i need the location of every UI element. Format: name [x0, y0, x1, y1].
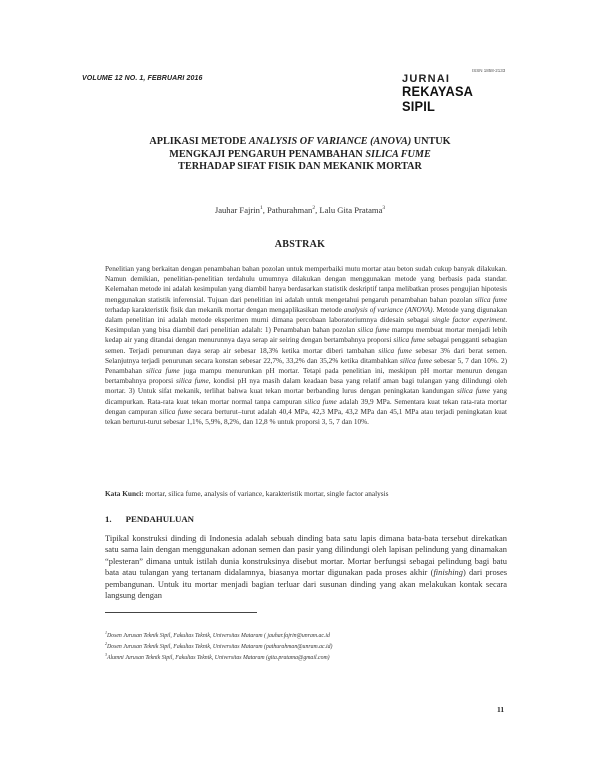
footnote-divider [105, 612, 257, 613]
footnote-3: $^3$Alumni Jurusan Teknik Sipil, Fakultas Teknik, Universitas Mataram (gita.pratama@gmail.com) [105, 652, 330, 662]
abstract-body: Penelitian yang berkaitan dengan penambahan bahan pozolan untuk memperbaiki mutu mortar atau beton sudah cukup banyak dilakukan. Namun demikian, penelitian-penelitian terdahulu umumnya dilakukan dengan menggunakan metode yang berbasis pada standar. Kelemahan metode ini adalah kesimpulan yang diambil hanya berdasarkan statistik deskriptif tanpa melibatkan proses pengujian hipotesis menggunakan statistik inferensial. Tujuan dari penelitian ini adalah untuk mengetahui pengaruh penambahan bahan pozolan silica fume terhadap karakteristik fisik dan mekanik mortar dengan mengaplikasikan metode analysis of variance (ANOVA). Metode yang digunakan dalam penelitian ini adalah metode eksperimen murni dimana percobaan laboratoriumnya didesain sebagai single factor experiment. Kesimpulan yang bisa diambil dari penelitian adalah: 1) Penambahan bahan pozolan silica fume mampu membuat mortar menjadi lebih kedap air yang ditandai dengan menurunnya daya serap air seiring dengan bertambahnya proporsi silica fume sebagai pengganti sebagian semen. Terjadi penurunan daya serap air sebesar 18,3% ketika mortar diberi tambahan silica fume sebesar 3% dari berat semen. Selanjutnya terjadi penurunan secara konstan sebesar 22,7%, 33,2% dan 35,2% ketika ditambahkan silica fume sebesar 5, 7 dan 10%. 2) Penambahan silica fume juga mampu menurunkan pH mortar. Tetapi pada penelitian ini, meskipun pH mortar menurun dengan bertambahnya proporsi silica fume, kondisi pH nya masih dalam keadaan basa yang relatif aman bagi tulangan yang dilindungi oleh mortar. 3) Untuk sifat mekanik, terlihat bahwa kuat tekan mortar berbanding lurus dengan peningkatan kandungan silica fume yang dicampurkan. Rata-rata kuat tekan mortar normal tanpa campuran silica fume adalah 39,9 MPa. Sementara kuat tekan rata-rata mortar dengan campuran silica fume secara berturut–turut adalah 40,4 MPa, 42,3 MPa, 43,2 MPa dan 45,1 MPa atau terjadi peningkatan kuat tekan berturut-turut sebesar 1,1%, 5,9%, 8,2%, dan 12,8 % untuk proporsi 3, 5, 7 dan 10%. [105, 265, 508, 427]
title-line-3: TERHADAP SIFAT FISIK DAN MEKANIK MORTAR [178, 161, 422, 172]
footnotes [105, 629, 525, 663]
title-line-1: APLIKASI METODE ANALYSIS OF VARIANCE (ANOVA) UNTUK [149, 136, 451, 147]
section-heading: 1. PENDAHULUAN [105, 514, 195, 524]
volume-header: VOLUME 12 NO. 1, FEBRUARI 2016 [82, 75, 203, 82]
body-paragraph: Tipikal konstruksi dinding di Indonesia adalah sebuah dinding bata satu lapis dimana bata-bata tersebut direkatkan satu sama lain dengan menggunakan adonan semen dan pasir yang dilindungi oleh lapisan pelindung yang dinamakan “plesteran” dimana untuk istilah dunia konstruksinya disebut mortar. Mortar berfungsi sebagai pelindung bagi batu bata atau tulangan yang tertanam didalamnya, biasanya mortar digunakan pada proses akhir (finishing) dari proses pembangunan. Untuk itu mortar menjadi bagian terluar dari susunan dinding yang akan melakukan kontak secara langsung dengan [105, 533, 507, 601]
journal-logo-line2: REKAYASA SIPIL [402, 84, 473, 114]
keywords-label: Kata Kunci: [105, 489, 144, 498]
footnote-2: $^2$Dosen Jurusan Teknik Sipil, Fakultas Teknik, Universitas Mataram (pathurahman@unram.ac.id) [105, 641, 333, 651]
footnote-1: $^1$Dosen Jurusan Teknik Sipil, Fakultas Teknik, Universitas Mataram ( jauhar.fajrin@unram.ac.id [105, 630, 330, 639]
author-list: Jauhar Fajrin$^1$, Pathurahman$^2$, Lalu Gita Pratama$^3$ [214, 205, 386, 215]
issn-label: ISSN 1858-2133 [472, 68, 506, 73]
abstract-heading: ABSTRAK [274, 239, 326, 250]
keywords [105, 489, 507, 499]
paper-title [80, 136, 520, 174]
journal-logo-line1: JURNAI [402, 73, 451, 85]
keywords-text: mortar, silica fume, analysis of variance, karakteristik mortar, single factor analysis [143, 489, 389, 498]
page-number: 11 [497, 705, 505, 714]
title-line-2: MENGKAJI PENGARUH PENAMBAHAN SILICA FUME [169, 148, 431, 160]
journal-logo [402, 68, 512, 114]
